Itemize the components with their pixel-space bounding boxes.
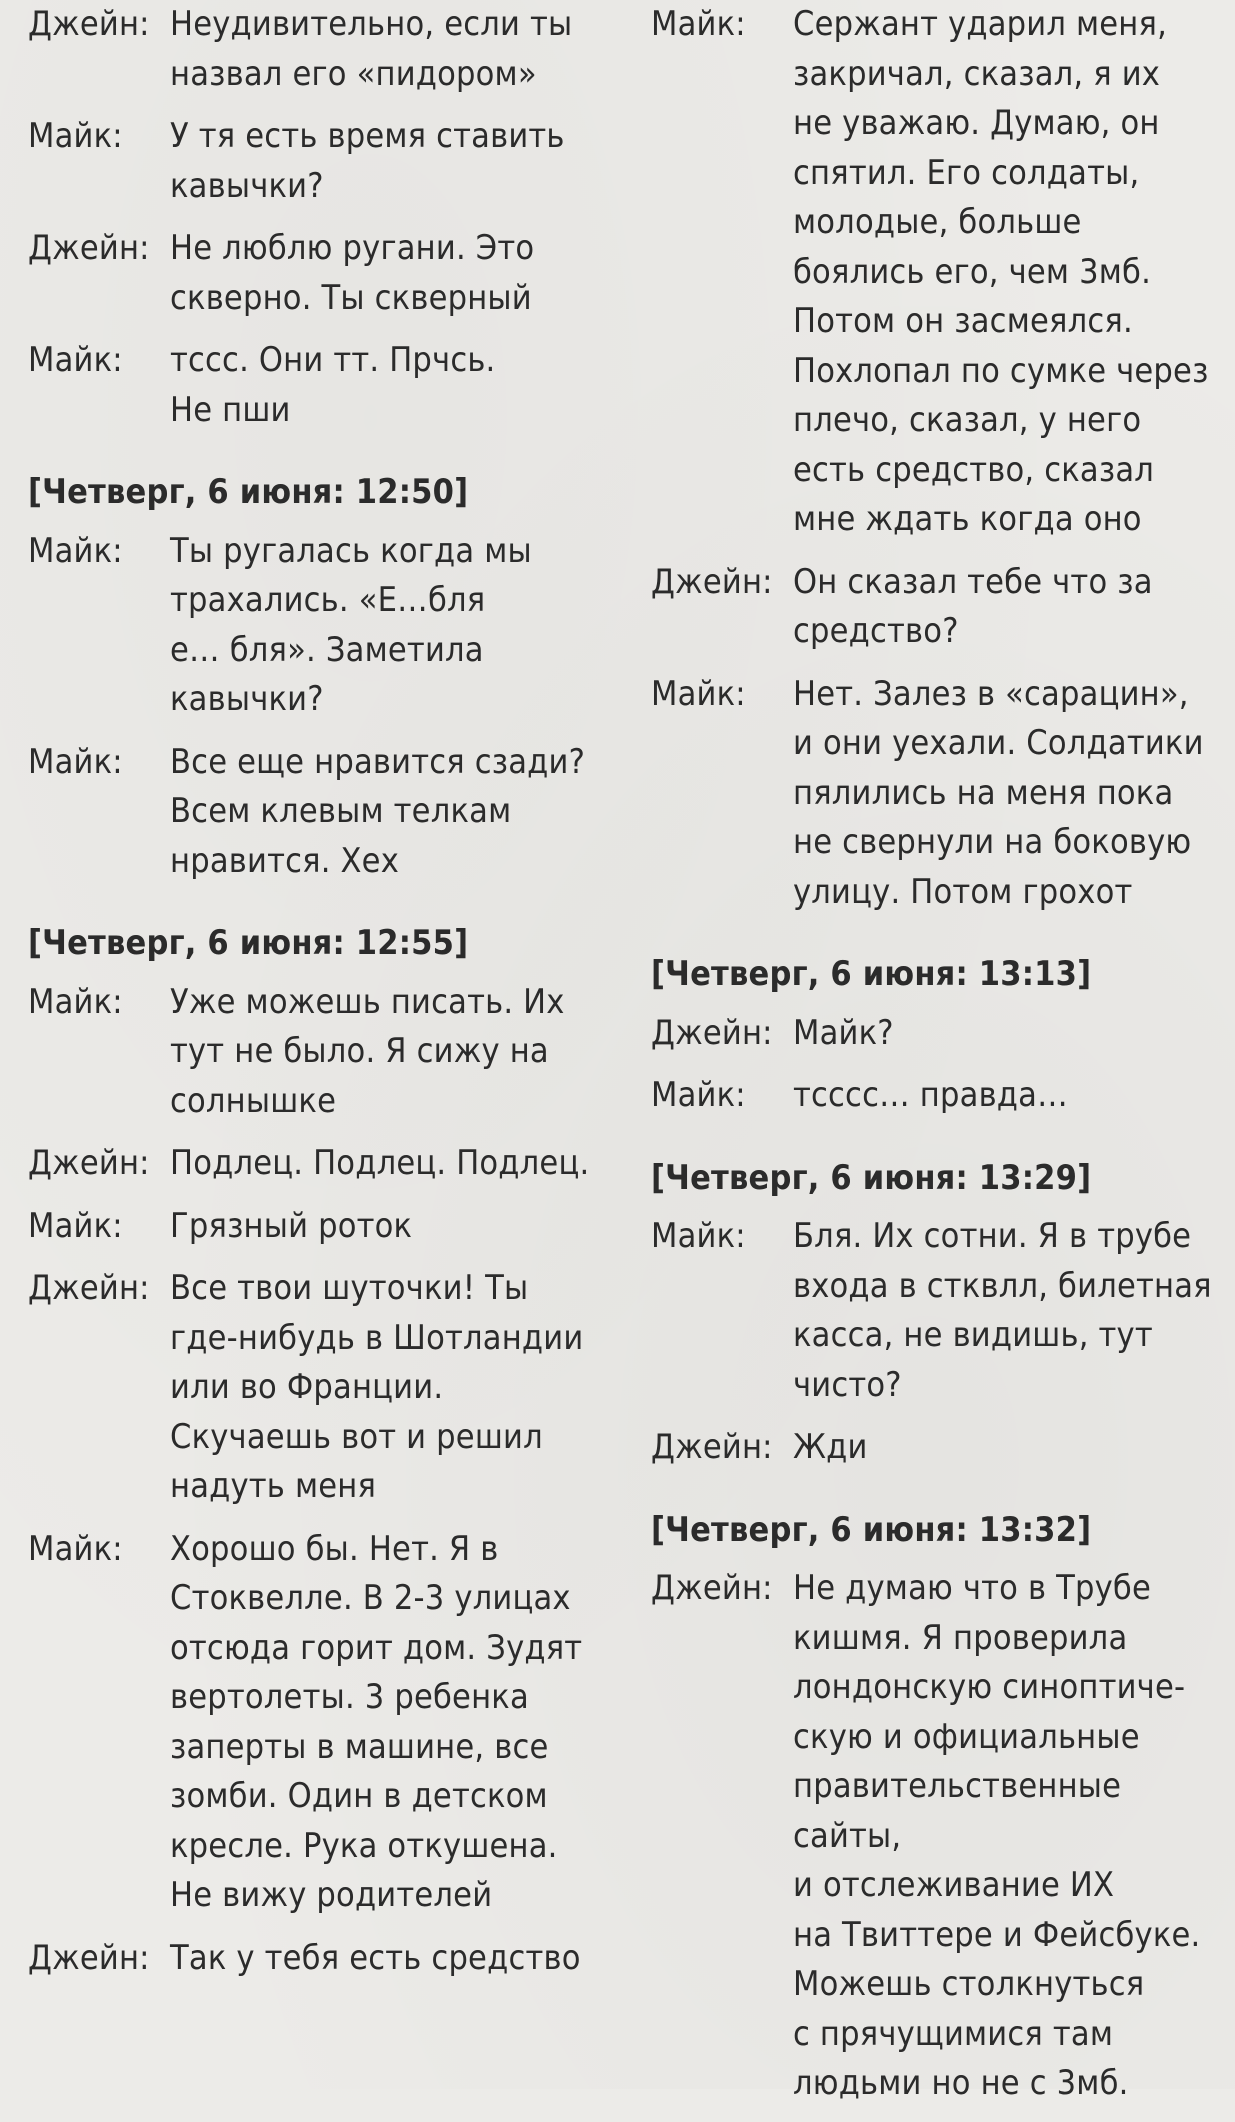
chat-entry	[28, 527, 618, 725]
speaker-name: Майк:	[28, 340, 123, 380]
speaker-name: Джейн:	[651, 1427, 773, 1467]
speaker-name: Майк:	[28, 1528, 123, 1569]
message-text: У тя есть время ставить кавычки?	[170, 116, 565, 206]
chat-entry	[651, 0, 1231, 545]
message-text: Не думаю что в Трубе кишмя. Я проверила лондонскую синоптиче- скую и официальные правительственные сайты, и отслеживание ИХ на Твиттере и Фейсбуке. Можешь столкнуться с прячущимися там людьми но не с 3мб.	[793, 1568, 1201, 2103]
chat-entry	[28, 738, 618, 887]
left-column	[28, 0, 618, 1996]
speaker-name: Джейн:	[651, 1012, 773, 1053]
message-text: тсссс… правда…	[793, 1075, 1068, 1115]
timestamp-heading: [Четверг, 6 июня: 13:32]	[651, 1509, 1092, 1550]
message-text: Ты ругалась когда мы трахались. «Е…бля е… бля». Заметила кавычки?	[170, 530, 532, 719]
chat-entry	[651, 1071, 1231, 1121]
speaker-name: Майк:	[651, 1216, 746, 1256]
speaker-name: Джейн:	[28, 1937, 150, 1978]
chat-entry	[28, 0, 618, 99]
message-text: Не люблю ругани. Это скверно. Ты скверный	[170, 228, 535, 318]
message-text: тссс. Они тт. Прчсь. Не пши	[170, 340, 496, 430]
chat-entry	[28, 336, 618, 435]
chat-entry	[651, 1009, 1231, 1059]
timestamp-heading: [Четверг, 6 июня: 13:29]	[651, 1157, 1092, 1198]
message-text: Он сказал тебе что за средство?	[793, 561, 1153, 651]
chat-entry	[651, 1564, 1231, 2109]
speaker-name: Майк:	[651, 4, 746, 44]
timestamp-heading: [Четверг, 6 июня: 12:50]	[28, 472, 469, 512]
speaker-name: Майк:	[28, 116, 123, 156]
chat-entry	[28, 1264, 618, 1512]
chat-entry	[28, 1139, 618, 1189]
timestamp-heading: [Четверг, 6 июня: 13:13]	[651, 954, 1092, 994]
chat-entry	[651, 670, 1231, 918]
chat-entry	[28, 112, 618, 211]
speaker-name: Джейн:	[28, 4, 150, 44]
speaker-name: Джейн:	[28, 228, 150, 268]
chat-entry	[651, 558, 1231, 657]
message-text: Все твои шуточки! Ты где-нибудь в Шотландии или во Франции. Скучаешь вот и решил надуть меня	[170, 1268, 584, 1506]
message-text: Нет. Залез в «сарацин», и они уехали. Солдатики пялились на меня пока не свернули на боковую улицу. Потом грохот	[793, 673, 1204, 912]
speaker-name: Майк:	[28, 981, 123, 1022]
chat-entry	[28, 978, 618, 1127]
chat-entry	[28, 224, 618, 323]
message-text: Все еще нравится сзади? Всем клевым телкам нравится. Хех	[170, 741, 586, 881]
speaker-name: Джейн:	[28, 1143, 150, 1183]
speaker-name: Майк:	[651, 673, 746, 714]
message-text: Подлец. Подлец. Подлец.	[170, 1143, 590, 1183]
message-text: Грязный роток	[170, 1205, 413, 1246]
message-text: Бля. Их сотни. Я в трубе входа в стквлл, билетная касса, не видишь, тут чисто?	[793, 1216, 1212, 1405]
chat-entry	[28, 1934, 618, 1984]
right-column	[651, 0, 1231, 2122]
message-text: Майк?	[793, 1012, 894, 1053]
speaker-name: Джейн:	[28, 1268, 150, 1308]
timestamp-heading: [Четверг, 6 июня: 12:55]	[28, 923, 469, 963]
chat-entry	[651, 1423, 1231, 1473]
chat-entry	[28, 1525, 618, 1921]
speaker-name: Джейн:	[651, 1568, 773, 1608]
message-text: Неудивительно, если ты назвал его «пидором»	[170, 4, 573, 94]
message-text: Так у тебя есть средство	[170, 1937, 581, 1978]
speaker-name: Майк:	[651, 1075, 746, 1115]
speaker-name: Джейн:	[651, 561, 773, 602]
message-text: Уже можешь писать. Их тут не было. Я сижу на солнышке	[170, 981, 565, 1121]
message-text: Хорошо бы. Нет. Я в Стоквелле. В 2-3 улицах отсюда горит дом. Зудят вертолеты. 3 ребенка заперты в машине, все зомби. Один в детском кресле. Рука откушена. Не вижу родителей	[170, 1528, 583, 1915]
message-text: Сержант ударил меня, закричал, сказал, я их не уважаю. Думаю, он спятил. Его солдаты, молодые, больше боялись его, чем 3мб. Потом он засмеялся. Похлопал по сумке через плечо, сказал, у него есть средство, сказал мне ждать когда оно	[793, 4, 1209, 539]
speaker-name: Майк:	[28, 741, 123, 782]
speaker-name: Майк:	[28, 530, 123, 571]
chat-entry	[28, 1202, 618, 1252]
message-text: Жди	[793, 1427, 868, 1467]
speaker-name: Майк:	[28, 1205, 123, 1246]
chat-entry	[651, 1212, 1231, 1410]
